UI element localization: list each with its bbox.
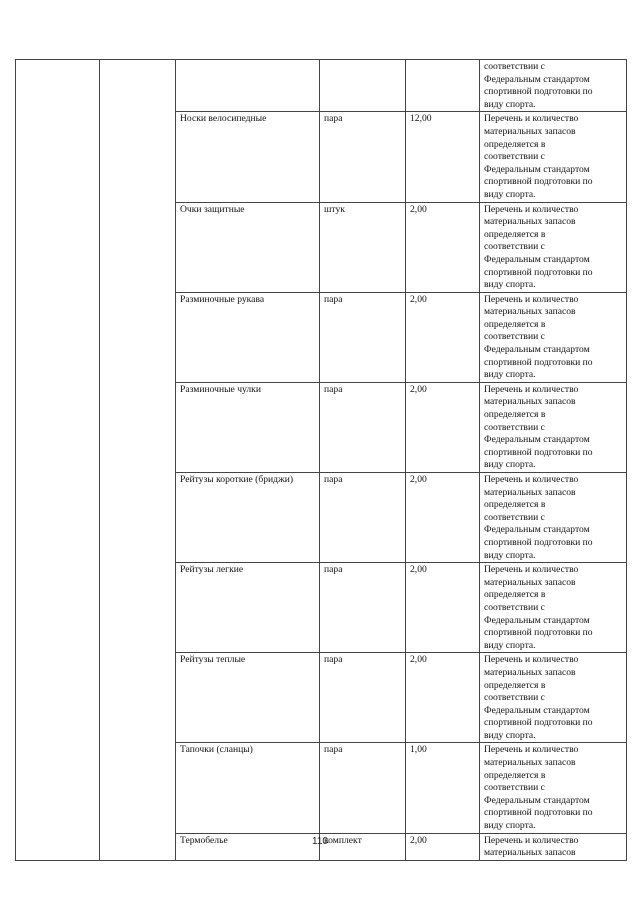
- note-cell: [480, 473, 627, 563]
- note-line: соответствии с: [484, 692, 545, 704]
- note-line: Перечень и количество: [484, 383, 579, 395]
- note-line: виду спорта.: [484, 729, 536, 741]
- note-line: соответствии с: [484, 782, 545, 794]
- quantity-cell: 2,00: [406, 473, 480, 563]
- note-line: определяется в: [484, 318, 546, 330]
- note-line: соответствии с: [484, 61, 545, 72]
- item-name-cell: Тапочки (сланцы): [176, 743, 320, 833]
- note-line: определяется в: [484, 138, 546, 150]
- merged-cell-col1: [16, 60, 100, 861]
- note-line: материальных запасов: [484, 757, 576, 769]
- note-line: виду спорта.: [484, 549, 536, 561]
- quantity-cell: 2,00: [406, 202, 480, 292]
- item-name-cell: Носки велосипедные: [176, 112, 320, 202]
- item-name-cell: Разминочные рукава: [176, 292, 320, 382]
- note-line: определяется в: [484, 409, 546, 421]
- quantity-cell: 2,00: [406, 292, 480, 382]
- note-line: Федеральным стандартом: [484, 614, 590, 626]
- note-cell: [480, 653, 627, 743]
- quantity-cell: 2,00: [406, 563, 480, 653]
- item-name-cell: Термобелье: [176, 833, 320, 860]
- page-number: 110: [312, 836, 328, 847]
- unit-cell: пара: [320, 563, 406, 653]
- note-line: определяется в: [484, 228, 546, 240]
- note-line: Федеральным стандартом: [484, 73, 590, 85]
- note-line: соответствии с: [484, 601, 545, 613]
- unit-cell: пара: [320, 112, 406, 202]
- quantity-cell: 1,00: [406, 743, 480, 833]
- note-line: материальных запасов: [484, 847, 576, 859]
- note-line: Федеральным стандартом: [484, 794, 590, 806]
- note-line: виду спорта.: [484, 459, 536, 471]
- unit-cell: пара: [320, 292, 406, 382]
- note-line: материальных запасов: [484, 396, 576, 408]
- note-cell: [480, 563, 627, 653]
- note-line: Перечень и количество: [484, 113, 579, 125]
- item-name-cell: Рейтузы короткие (бриджи): [176, 473, 320, 563]
- quantity-cell: [406, 60, 480, 112]
- note-line: виду спорта.: [484, 639, 536, 651]
- note-line: Перечень и количество: [484, 564, 579, 576]
- note-line: спортивной подготовки по: [484, 536, 593, 548]
- note-cell: [480, 743, 627, 833]
- quantity-cell: 2,00: [406, 833, 480, 860]
- note-line: спортивной подготовки по: [484, 356, 593, 368]
- note-line: соответствии с: [484, 241, 545, 253]
- note-line: Перечень и количество: [484, 654, 579, 666]
- note-line: соответствии с: [484, 511, 545, 523]
- materials-table: [15, 59, 627, 861]
- note-line: Федеральным стандартом: [484, 434, 590, 446]
- unit-cell: комплект: [320, 833, 406, 860]
- unit-cell: пара: [320, 382, 406, 472]
- note-cell: [480, 292, 627, 382]
- note-line: Перечень и количество: [484, 834, 579, 846]
- note-line: материальных запасов: [484, 666, 576, 678]
- note-line: материальных запасов: [484, 576, 576, 588]
- note-line: виду спорта.: [484, 279, 536, 291]
- unit-cell: [320, 60, 406, 112]
- note-line: виду спорта.: [484, 369, 536, 381]
- note-line: материальных запасов: [484, 125, 576, 137]
- note-cell: [480, 382, 627, 472]
- note-line: спортивной подготовки по: [484, 807, 593, 819]
- item-name-cell: Рейтузы легкие: [176, 563, 320, 653]
- note-line: виду спорта.: [484, 188, 536, 200]
- note-line: материальных запасов: [484, 486, 576, 498]
- note-line: спортивной подготовки по: [484, 627, 593, 639]
- unit-cell: пара: [320, 743, 406, 833]
- note-cell: [480, 202, 627, 292]
- quantity-cell: 2,00: [406, 653, 480, 743]
- item-name-cell: [176, 60, 320, 112]
- item-name-cell: Очки защитные: [176, 202, 320, 292]
- note-line: материальных запасов: [484, 216, 576, 228]
- note-line: Федеральным стандартом: [484, 344, 590, 356]
- note-line: определяется в: [484, 499, 546, 511]
- note-line: спортивной подготовки по: [484, 266, 593, 278]
- note-line: соответствии с: [484, 331, 545, 343]
- note-line: виду спорта.: [484, 820, 536, 832]
- note-line: Федеральным стандартом: [484, 524, 590, 536]
- note-line: определяется в: [484, 769, 546, 781]
- note-line: Перечень и количество: [484, 203, 579, 215]
- note-line: Перечень и количество: [484, 293, 579, 305]
- note-line: определяется в: [484, 589, 546, 601]
- quantity-cell: 12,00: [406, 112, 480, 202]
- note-line: соответствии с: [484, 421, 545, 433]
- note-line: Перечень и количество: [484, 744, 579, 756]
- item-name-cell: Разминочные чулки: [176, 382, 320, 472]
- note-line: виду спорта.: [484, 98, 536, 110]
- note-line: определяется в: [484, 679, 546, 691]
- note-line: Перечень и количество: [484, 474, 579, 485]
- note-line: Федеральным стандартом: [484, 253, 590, 265]
- unit-cell: пара: [320, 653, 406, 743]
- note-cell: [480, 60, 627, 112]
- note-line: спортивной подготовки по: [484, 717, 593, 729]
- note-line: спортивной подготовки по: [484, 446, 593, 458]
- table-body: [16, 60, 627, 861]
- table-row: [16, 60, 627, 112]
- note-line: Федеральным стандартом: [484, 163, 590, 175]
- note-line: спортивной подготовки по: [484, 86, 593, 98]
- quantity-cell: 2,00: [406, 382, 480, 472]
- item-name-cell: Рейтузы теплые: [176, 653, 320, 743]
- note-cell: [480, 112, 627, 202]
- merged-cell-col2: [100, 60, 176, 861]
- note-line: спортивной подготовки по: [484, 176, 593, 188]
- note-line: Федеральным стандартом: [484, 704, 590, 716]
- unit-cell: штук: [320, 202, 406, 292]
- note-line: материальных запасов: [484, 306, 576, 318]
- note-line: соответствии с: [484, 151, 545, 163]
- unit-cell: пара: [320, 473, 406, 563]
